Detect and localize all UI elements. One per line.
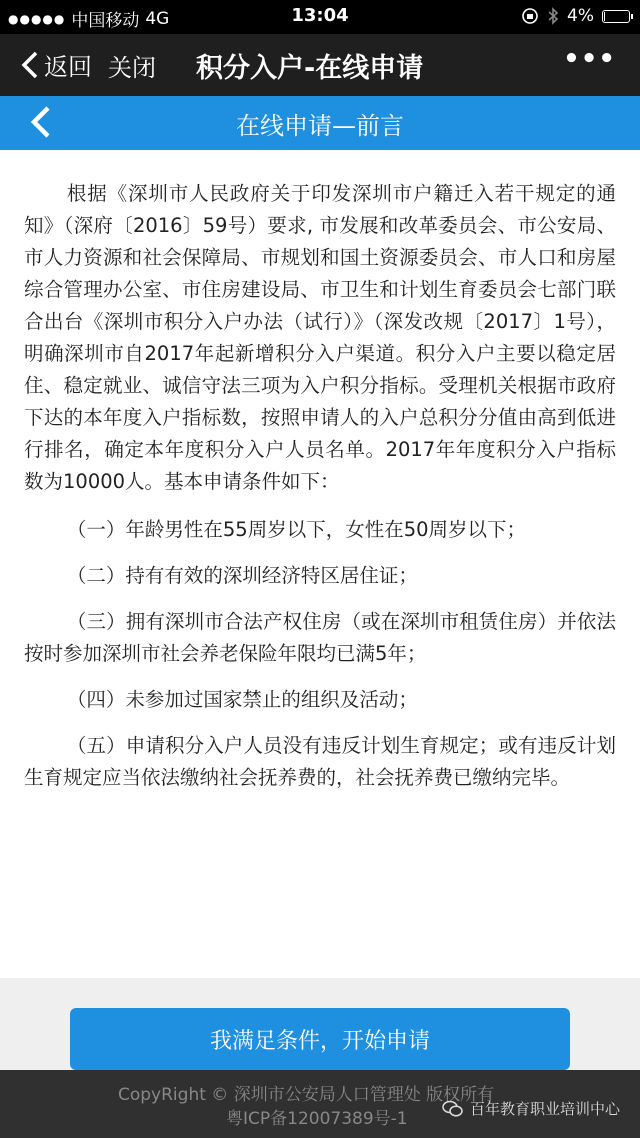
status-bar	[0, 0, 640, 34]
icp-number: 粤ICP备12007389号-1	[226, 1109, 408, 1129]
bluetooth-icon	[547, 7, 559, 25]
orientation-lock-icon	[521, 7, 539, 25]
condition-item: （二）持有有效的深圳经济特区居住证；	[66, 564, 418, 587]
close-button[interactable]: 关闭	[108, 54, 156, 82]
page-title: 积分入户-在线申请	[196, 53, 424, 84]
intro-paragraph: 根据《深圳市人民政府关于印发深圳市户籍迁入若干规定的通知》（深府〔2016〕59号）要求, 市发展和改革委员会、市公安局、市人力资源和社会保障局、市规划和国土资源委员会、市人口和房屋综合管理办公室、市住房建设局、市卫生和计划生育委员会七部门联合出台《深圳市积分入户办法（试行）》（深发改规〔2017〕1号），明确深圳市自2017年起新增积分入户渠道。积分入户主要以稳定居住、稳定就业、诚信守法三项为入户积分指标。受理机关根据市政府下达的本年度入户指标数，按照申请人的入户总积分分值由高到低进行排名，确定本年度积分入户人员名单。2017年年度积分入户指标数为10000人。基本申请条件如下：	[24, 182, 616, 493]
battery-percent: 4%	[567, 6, 594, 26]
preface-content	[0, 150, 640, 978]
battery-icon	[602, 10, 630, 23]
carrier-name: 中国移动	[71, 11, 140, 31]
wechat-watermark	[442, 1098, 620, 1119]
sub-header-title: 在线申请—前言	[236, 112, 404, 140]
condition-item: （一）年龄男性在55周岁以下，女性在50周岁以下；	[66, 518, 527, 541]
network-type: 4G	[145, 8, 170, 29]
more-menu-button[interactable]: •••	[563, 44, 616, 74]
status-time: 13:04	[291, 5, 349, 26]
sub-header	[0, 96, 640, 150]
wechat-account-name: 百年教育职业培训中心	[469, 1100, 620, 1118]
signal-icon: ●●●●●	[8, 11, 66, 26]
condition-item: （四）未参加过国家禁止的组织及活动；	[66, 688, 418, 711]
condition-item: （五）申请积分入户人员没有违反计划生育规定；或有违反计划生育规定应当依法缴纳社会抚养费的，社会抚养费已缴纳完毕。	[24, 734, 616, 789]
status-right	[521, 6, 630, 26]
condition-item: （三）拥有深圳市合法产权住房（或在深圳市租赁住房）并依法按时参加深圳市社会养老保险年限均已满5年；	[24, 610, 616, 665]
chevron-left-icon	[20, 50, 40, 80]
copyright-text: CopyRight © 深圳市公安局人口管理处 版权所有	[118, 1085, 495, 1105]
footer	[0, 1070, 640, 1138]
start-application-button[interactable]: 我满足条件，开始申请	[70, 1008, 570, 1070]
back-label: 返回	[44, 53, 92, 81]
action-area	[0, 978, 640, 1070]
nav-bar	[0, 34, 640, 96]
back-button[interactable]	[20, 47, 92, 82]
wechat-icon	[442, 1100, 464, 1118]
